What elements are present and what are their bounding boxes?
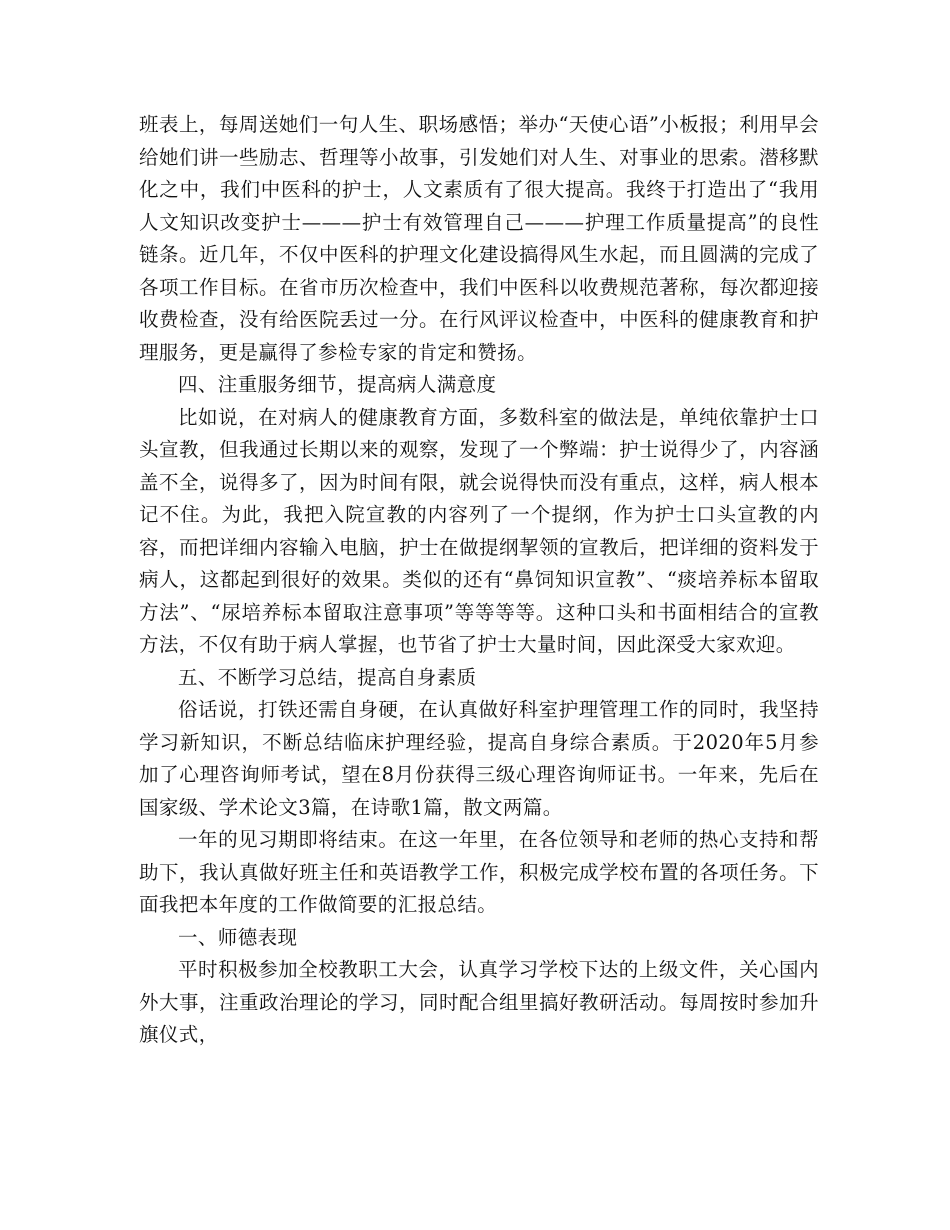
section-heading-continuous-learning: 五、不断学习总结，提高自身素质 — [178, 665, 477, 689]
document-page — [139, 109, 819, 1052]
paragraph-continuation: 班表上，每周送她们一句人生、职场感悟；举办“天使心语”小板报；利用早会给她们讲一些励志、哲理等小故事，引发她们对人生、对事业的思索。潜移默化之中，我们中医科的护士，人文素质有了很大提高。我终于打造出了“我用人文知识改变护士———护士有效管理自己———护理工作质量提高”的良性链条。近几年，不仅中医科的护理文化建设搞得风生水起，而且圆满的完成了各项工作目标。在省市历次检查中，我们中医科以收费规范著称，每次都迎接收费检查，没有给医院丢过一分。在行风评议检查中，中医科的健康教育和护理服务，更是赢得了参检专家的肯定和赞扬。 — [139, 113, 819, 364]
paragraph-self-improvement: 俗话说，打铁还需自身硬，在认真做好科室护理管理工作的同时，我坚持学习新知识，不断总结临床护理经验，提高自身综合素质。于2020年5月参加了心理咨询师考试，望在8月份获得三级心理咨询师证书。一年来，先后在国家级、学术论文3篇，在诗歌1篇，散文两篇。 — [139, 698, 819, 819]
paragraph-ethics-detail: 平时积极参加全校教职工大会，认真学习学校下达的上级文件，关心国内外大事，注重政治理论的学习，同时配合组里搞好教研活动。每周按时参加升旗仪式， — [139, 958, 819, 1046]
paragraph-probation-summary: 一年的见习期即将结束。在这一年里，在各位领导和老师的热心支持和帮助下，我认真做好班主任和英语教学工作，积极完成学校布置的各项任务。下面我把本年度的工作做简要的汇报总结。 — [139, 828, 819, 916]
paragraph-health-education: 比如说，在对病人的健康教育方面，多数科室的做法是，单纯依靠护士口头宣教，但我通过长期以来的观察，发现了一个弊端：护士说得少了，内容涵盖不全，说得多了，因为时间有限，就会说得快而没有重点，这样，病人根本记不住。为此，我把入院宣教的内容列了一个提纲，作为护士口头宣教的内容，而把详细内容输入电脑，护士在做提纲挈领的宣教后，把详细的资料发于病人，这都起到很好的效果。类似的还有“鼻饲知识宣教”、“痰培养标本留取方法”、“尿培养标本留取注意事项”等等等等。这种口头和书面相结合的宣教方法，不仅有助于病人掌握，也节省了护士大量时间，因此深受大家欢迎。 — [139, 405, 819, 656]
section-heading-service-details: 四、注重服务细节，提高病人满意度 — [178, 373, 497, 396]
section-heading-teacher-ethics: 一、师德表现 — [178, 925, 298, 949]
